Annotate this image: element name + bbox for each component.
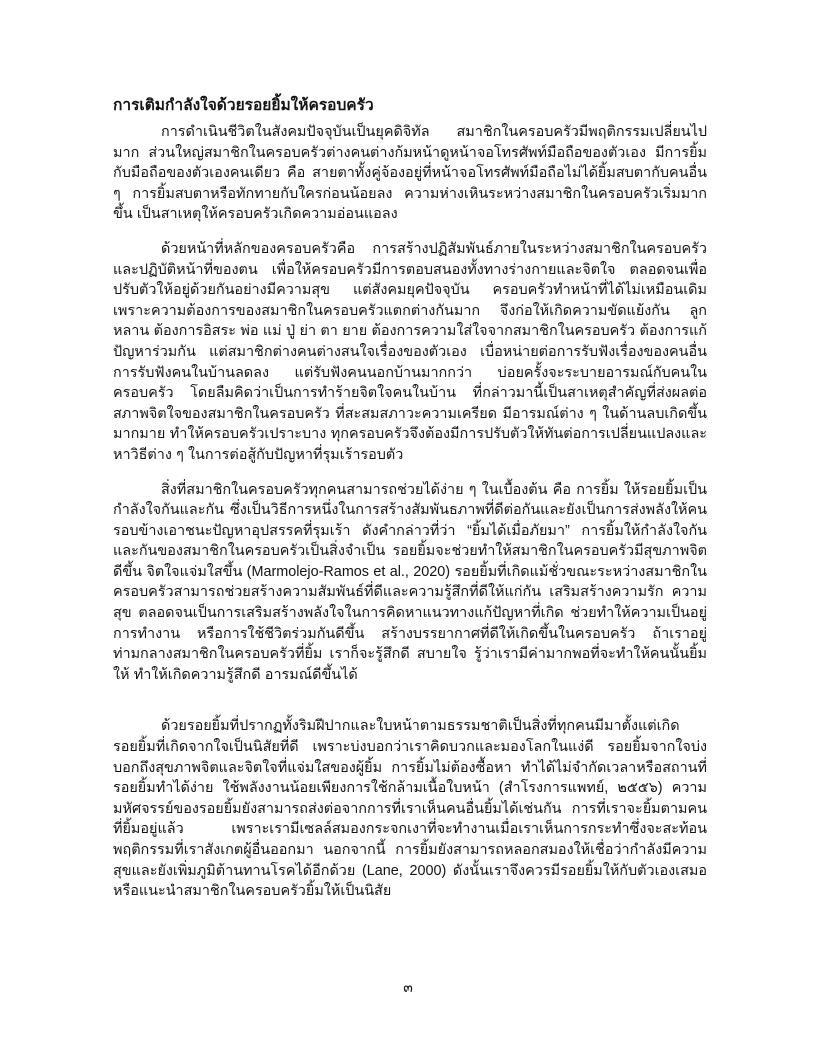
- page-number: ๓: [403, 979, 413, 995]
- paragraph-2: ด้วยหน้าที่หลักของครอบครัวคือ การสร้างปฏิสัมพันธ์ภายในระหว่างสมาชิกในครอบครัว และปฏิบัติหน้าที่ของตน เพื่อให้ครอบครัวมีการตอบสนองทั้งทางร่างกายและจิตใจ ตลอดจนเพื่อปรับตัวให้อยู่ด้วยกันอย่างมีความสุข แต่สังคมยุคปัจจุบัน ครอบครัวทำหน้าที่ได้ไม่เหมือนเดิมเพราะความต้องการของสมาชิกในครอบครัวแตกต่างกันมาก จึงก่อให้เกิดความขัดแย้งกัน ลูก หลาน ต้องการอิสระ พ่อ แม่ ปู่ ย่า ตา ยาย ต้องการความใส่ใจจากสมาชิกในครอบครัว ต้องการแก้ปัญหาร่วมกัน แต่สมาชิกต่างคนต่างสนใจเรื่องของตัวเอง เบื่อหน่ายต่อการรับฟังเรื่องของคนอื่น การรับฟังคนในบ้านลดลง แต่รับฟังคนนอกบ้านมากกว่า บ่อยครั้งจะระบายอารมณ์กับคนในครอบครัว โดยลืมคิดว่าเป็นการทำร้ายจิตใจคนในบ้าน ที่กล่าวมานี้เป็นสาเหตุสำคัญที่ส่งผลต่อสภาพจิตใจของสมาชิกในครอบครัว ที่สะสมสภาวะความเครียด มีอารมณ์ต่าง ๆ ในด้านลบเกิดขึ้นมากมาย ทำให้ครอบครัวเปราะบาง ทุกครอบครัวจึงต้องมีการปรับตัวให้ทันต่อการเปลี่ยนแปลงและหาวิธีต่าง ๆ ในการต่อสู้กับปัญหาที่รุมเร้ารอบตัว: [113, 240, 707, 463]
- paragraph-spacer: [113, 698, 707, 716]
- paragraph-3: สิ่งที่สมาชิกในครอบครัวทุกคนสามารถช่วยได้ง่าย ๆ ในเบื้องต้น คือ การยิ้ม ให้รอยยิ้มเป็นกำลังใจกันและกัน ซึ่งเป็นวิธีการหนึ่งในการสร้างสัมพันธภาพที่ดีต่อกันและยังเป็นการส่งพลังให้คนรอบข้างเอาชนะปัญหาอุปสรรคที่รุมเร้า ดังคำกล่าวที่ว่า “ยิ้มได้เมื่อภัยมา” การยิ้มให้กำลังใจกันและกันของสมาชิกในครอบครัวเป็นสิ่งจำเป็น รอยยิ้มจะช่วยทำให้สมาชิกในครอบครัวมีสุขภาพจิตดีขึ้น จิตใจแจ่มใสขึ้น (Marmolejo-Ramos et al., 2020) รอยยิ้มที่เกิดแม้ชั่วขณะระหว่างสมาชิกในครอบครัวสามารถช่วยสร้างความสัมพันธ์ที่ดีและความรู้สึกที่ดีให้แก่กัน เสริมสร้างความรัก ความสุข ตลอดจนเป็นการเสริมสร้างพลังใจในการคิดหาแนวทางแก้ปัญหาที่เกิด ช่วยทำให้ความเป็นอยู่ การทำงาน หรือการใช้ชีวิตร่วมกันดีขึ้น สร้างบรรยากาศที่ดีให้เกิดขึ้นในครอบครัว ถ้าเราอยู่ท่ามกลางสมาชิกในครอบครัวที่ยิ้ม เราก็จะรู้สึกดี สบายใจ รู้ว่าเรามีค่ามากพอที่จะทำให้คนนั้นยิ้มให้ ทำให้เกิดความรู้สึกดี อารมณ์ดีขึ้นได้: [113, 481, 707, 683]
- page-title: การเติมกำลังใจด้วยรอยยิ้มให้ครอบครัว: [113, 97, 374, 114]
- page-content: [113, 94, 707, 916]
- paragraph-1: การดำเนินชีวิตในสังคมปัจจุบันเป็นยุคดิจิทัล สมาชิกในครอบครัวมีพฤติกรรมเปลี่ยนไปมาก ส่วนใหญ่สมาชิกในครอบครัวต่างคนต่างก้มหน้าดูหน้าจอโทรศัพท์มือถือของตัวเอง มีการยิ้มกับมือถือของตัวเองคนเดียว คือ สายตาทั้งคู่จ้องอยู่ที่หน้าจอโทรศัพท์มือถือไม่ได้ยิ้มสบตากับคนอื่น ๆ การยิ้มสบตาหรือทักทายกับใครก่อนน้อยลง ความห่างเหินระหว่างสมาชิกในครอบครัวเริ่มมากขึ้น เป็นสาเหตุให้ครอบครัวเกิดความอ่อนแอลง: [113, 124, 707, 223]
- paragraph-4: ด้วยรอยยิ้มที่ปรากฏทั้งริมฝีปากและใบหน้าตามธรรมชาติเป็นสิ่งที่ทุกคนมีมาตั้งแต่เกิด รอยยิ้มที่เกิดจากใจเป็นนิสัยที่ดี เพราะบ่งบอกว่าเราคิดบวกและมองโลกในแง่ดี รอยยิ้มจากใจบ่งบอกถึงสุขภาพจิตและจิตใจที่แจ่มใสของผู้ยิ้ม การยิ้มไม่ต้องซื้อหา ทำได้ไม่จำกัดเวลาหรือสถานที่ รอยยิ้มทำได้ง่าย ใช้พลังงานน้อยเพียงการใช้กล้ามเนื้อใบหน้า (สำโรงการแพทย์, ๒๕๕๖) ความมหัศจรรย์ของรอยยิ้มยังสามารถส่งต่อจากการที่เราเห็นคนอื่นยิ้มได้เช่นกัน การที่เราจะยิ้มตามคนที่ยิ้มอยู่แล้ว เพราะเรามีเซลล์สมองกระจกเงาที่จะทำงานเมื่อเราเห็นการกระทำซึ่งจะสะท้อนพฤติกรรมที่เราสังเกตผู้อื่นออกมา นอกจากนี้ การยิ้มยังสามารถหลอกสมองให้เชื่อว่ากำลังมีความสุขและยังเพิ่มภูมิต้านทานโรคได้อีกด้วย (Lane, 2000) ดังนั้นเราจึงควรมีรอยยิ้มให้กับตัวเองเสมอ หรือแนะนำสมาชิกในครอบครัวยิ้มให้เป็นนิสัย: [113, 718, 707, 900]
